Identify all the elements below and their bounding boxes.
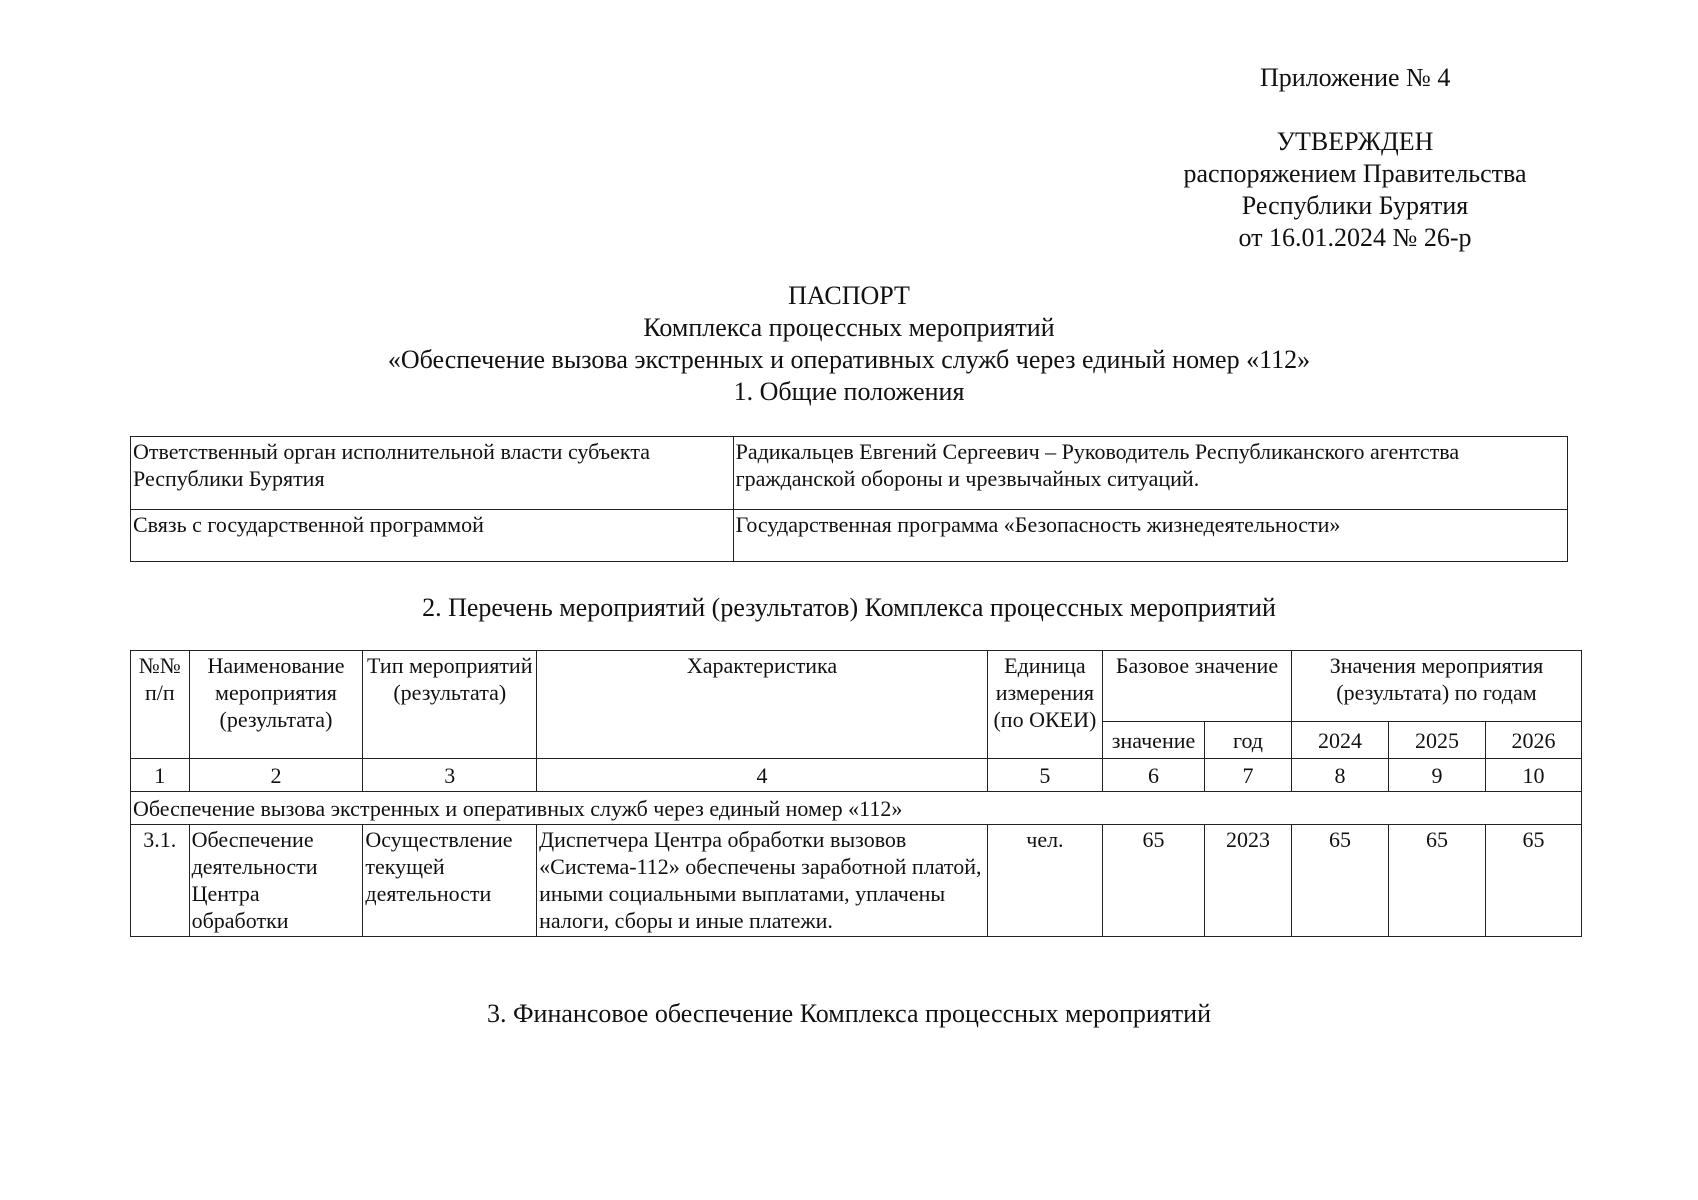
col-number: 2 — [189, 759, 363, 792]
row-name: Обеспечение деятельности Центра обработки — [189, 825, 363, 937]
header-characteristic: Характеристика — [537, 651, 988, 759]
col-number: 3 — [363, 759, 537, 792]
general-table — [130, 436, 1568, 562]
group-title-row: Обеспечение вызова экстренных и оперативных служб через единый номер «112» — [131, 792, 1582, 825]
complex-name: «Обеспечение вызова экстренных и оперативных служб через единый номер «112» — [387, 345, 1311, 374]
section-3-heading: 3. Финансовое обеспечение Комплекса процессных мероприятий — [487, 999, 1211, 1028]
col-number: 8 — [1291, 759, 1388, 792]
appendix-label: Приложение № 4 — [1260, 63, 1451, 92]
activities-table — [130, 650, 1582, 937]
row-base-value: 65 — [1103, 825, 1205, 937]
col-number: 6 — [1103, 759, 1205, 792]
approval-date: от 16.01.2024 № 26-р — [1238, 223, 1472, 252]
passport-title: ПАСПОРТ — [788, 281, 910, 310]
approval-line-2: Республики Бурятия — [1241, 191, 1469, 220]
col-number: 4 — [537, 759, 988, 792]
col-number: 10 — [1485, 759, 1581, 792]
col-number: 1 — [131, 759, 190, 792]
header-year-2024: 2024 — [1291, 722, 1388, 759]
header-base: Базовое значение — [1103, 651, 1292, 722]
table-row — [131, 825, 1582, 937]
table-row — [131, 437, 1568, 510]
table-row — [131, 510, 1568, 562]
row-value-2024: 65 — [1291, 825, 1388, 937]
general-label-cell: Связь с государственной программой — [131, 510, 734, 562]
section-1-heading: 1. Общие положения — [733, 377, 965, 406]
row-value-2026: 65 — [1485, 825, 1581, 937]
approved-label: УТВЕРЖДЕН — [1276, 127, 1434, 156]
general-value-cell: Государственная программа «Безопасность жизнедеятельности» — [733, 510, 1567, 562]
row-type: Осуществление текущей деятельности — [363, 825, 537, 937]
header-values-by-year: Значения мероприятия (результата) по годам — [1291, 651, 1581, 722]
header-unit: Единица измерения (по ОКЕИ) — [987, 651, 1102, 759]
col-number: 9 — [1388, 759, 1485, 792]
title-block — [130, 280, 1568, 408]
row-unit: чел. — [987, 825, 1102, 937]
row-num: 3.1. — [131, 825, 190, 937]
col-number: 5 — [987, 759, 1102, 792]
header-base-year: год — [1205, 722, 1292, 759]
approval-line-1: распоряжением Правительства — [1183, 159, 1527, 188]
header-name: Наименование мероприятия (результата) — [189, 651, 363, 759]
column-number-row — [131, 759, 1582, 792]
general-value-cell: Радикальцев Евгений Сергеевич – Руководитель Республиканского агентства гражданской обороны и чрезвычайных ситуаций. — [733, 437, 1567, 510]
header-base-value: значение — [1103, 722, 1205, 759]
row-characteristic: Диспетчера Центра обработки вызовов «Система-112» обеспечены заработной платой, иными социальными выплатами, уплачены налоги, сборы и иные платежи. — [537, 825, 988, 937]
complex-subtitle: Комплекса процессных мероприятий — [643, 313, 1055, 342]
header-year-2025: 2025 — [1388, 722, 1485, 759]
section-2-heading: 2. Перечень мероприятий (результатов) Комплекса процессных мероприятий — [422, 593, 1276, 622]
header-type: Тип мероприятий (результата) — [363, 651, 537, 759]
general-label-cell: Ответственный орган исполнительной власти субъекта Республики Бурятия — [131, 437, 734, 510]
header-year-2026: 2026 — [1485, 722, 1581, 759]
row-base-year: 2023 — [1205, 825, 1292, 937]
col-number: 7 — [1205, 759, 1292, 792]
row-value-2025: 65 — [1388, 825, 1485, 937]
header-num: №№ п/п — [131, 651, 190, 759]
